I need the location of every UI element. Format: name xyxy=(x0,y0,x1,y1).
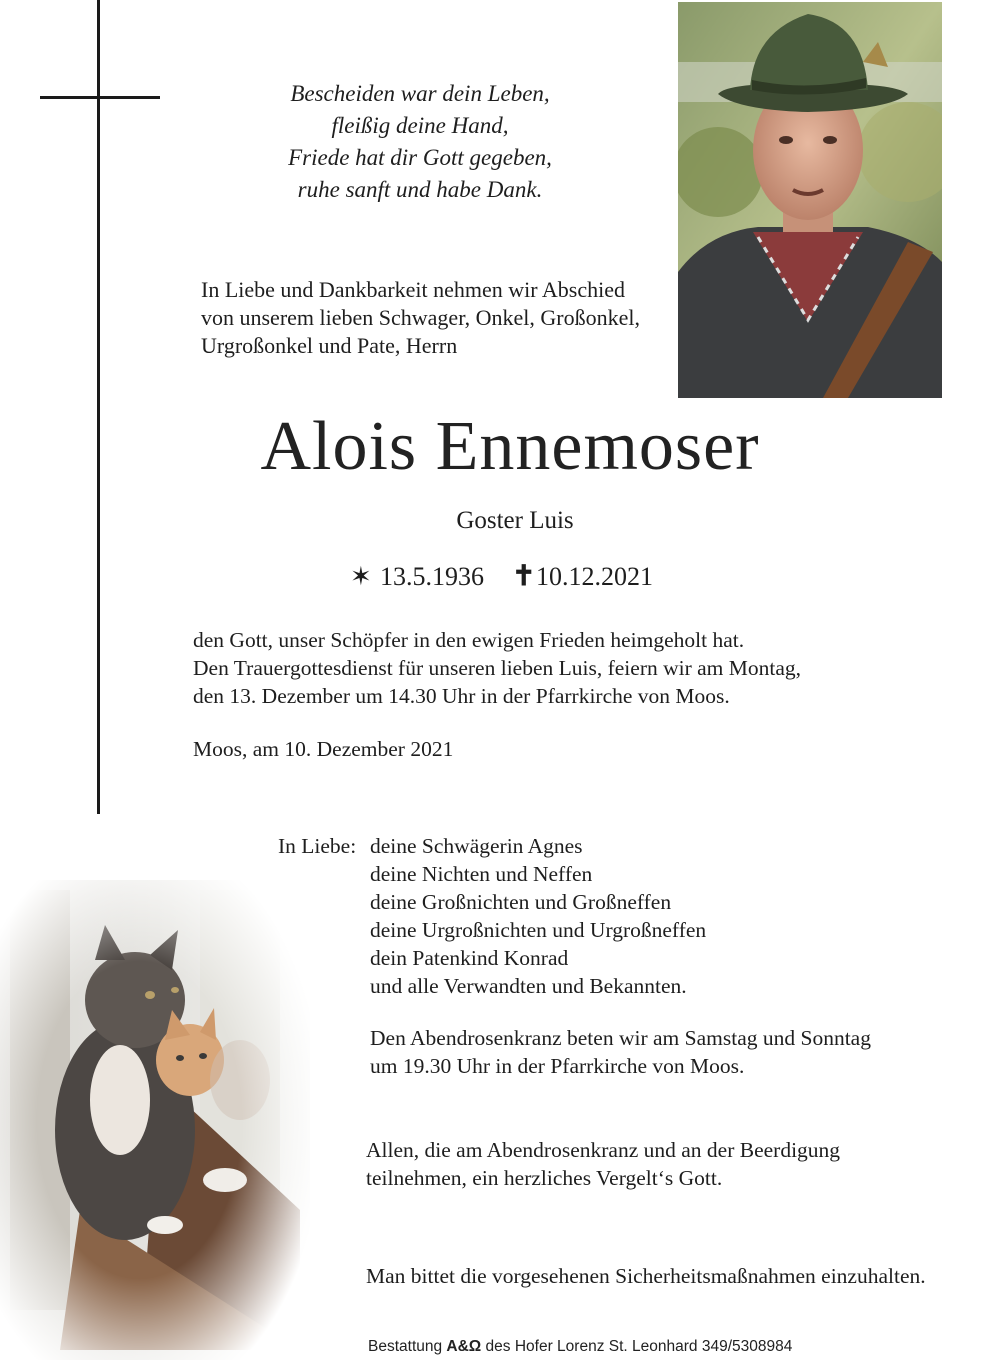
footer-prefix: Bestattung xyxy=(368,1338,447,1355)
place-date: Moos, am 10. Dezember 2021 xyxy=(193,737,454,761)
rosary-line: Den Abendrosenkranz beten wir am Samstag und Sonntag xyxy=(370,1026,871,1050)
announcement-line: Den Trauergottesdienst für unseren lieben Luis, feiern wir am Montag, xyxy=(193,656,802,680)
safety-notice: Man bittet die vorgesehenen Sicherheitsmaßnahmen einzuhalten. xyxy=(366,1264,926,1288)
mourner-line: dein Patenkind Konrad xyxy=(370,946,569,970)
nickname: Goster Luis xyxy=(456,507,574,534)
poem-line: fleißig deine Hand, xyxy=(331,113,509,138)
footer-suffix: des Hofer Lorenz St. Leonhard 349/5308984 xyxy=(481,1338,793,1355)
intro-line: Urgroßonkel und Pate, Herrn xyxy=(201,333,458,358)
thanks-notice xyxy=(366,1136,840,1192)
deceased-name: Alois Ennemoser xyxy=(260,408,760,485)
intro-line: In Liebe und Dankbarkeit nehmen wir Abschied xyxy=(201,277,625,302)
cross-horizontal xyxy=(40,96,160,99)
rosary-notice xyxy=(370,1024,871,1080)
kittens-image xyxy=(0,880,310,1360)
mourner-line: deine Großnichten und Großneffen xyxy=(370,890,672,914)
rosary-line: um 19.30 Uhr in der Pfarrkirche von Moos. xyxy=(370,1054,745,1078)
poem-line: ruhe sanft und habe Dank. xyxy=(297,177,543,202)
mourner-line: deine Urgroßnichten und Urgroßneffen xyxy=(370,918,707,942)
thanks-line: Allen, die am Abendrosenkranz und an der Beerdigung xyxy=(366,1138,841,1162)
announcement-text xyxy=(193,626,913,710)
funeral-home-logo: A&Ω xyxy=(446,1338,482,1355)
poem-line: Friede hat dir Gott gegeben, xyxy=(288,145,552,170)
announcement-line: den 13. Dezember um 14.30 Uhr in der Pfarrkirche von Moos. xyxy=(193,684,730,708)
life-dates xyxy=(350,560,653,594)
mourner-line: und alle Verwandten und Bekannten. xyxy=(370,974,687,998)
death-date: 10.12.2021 xyxy=(536,562,653,591)
portrait-photo xyxy=(678,2,942,398)
mourner-line: deine Schwägerin Agnes xyxy=(370,834,583,858)
funeral-home-footer xyxy=(368,1336,792,1358)
birth-star-icon: ✶ xyxy=(350,562,372,591)
poem-line: Bescheiden war dein Leben, xyxy=(290,81,550,106)
mourners-list xyxy=(278,832,706,1000)
death-cross-icon: ✝ xyxy=(512,561,536,592)
poem xyxy=(230,78,610,206)
thanks-line: teilnehmen, ein herzliches Vergelt‘s Gott. xyxy=(366,1166,723,1190)
announcement-line: den Gott, unser Schöpfer in den ewigen Frieden heimgeholt hat. xyxy=(193,628,745,652)
mourners-label: In Liebe: xyxy=(278,834,357,858)
intro-line: von unserem lieben Schwager, Onkel, Großonkel, xyxy=(201,305,641,330)
mourner-line: deine Nichten und Neffen xyxy=(370,862,593,886)
birth-date: 13.5.1936 xyxy=(380,562,484,591)
intro-text xyxy=(201,276,681,360)
